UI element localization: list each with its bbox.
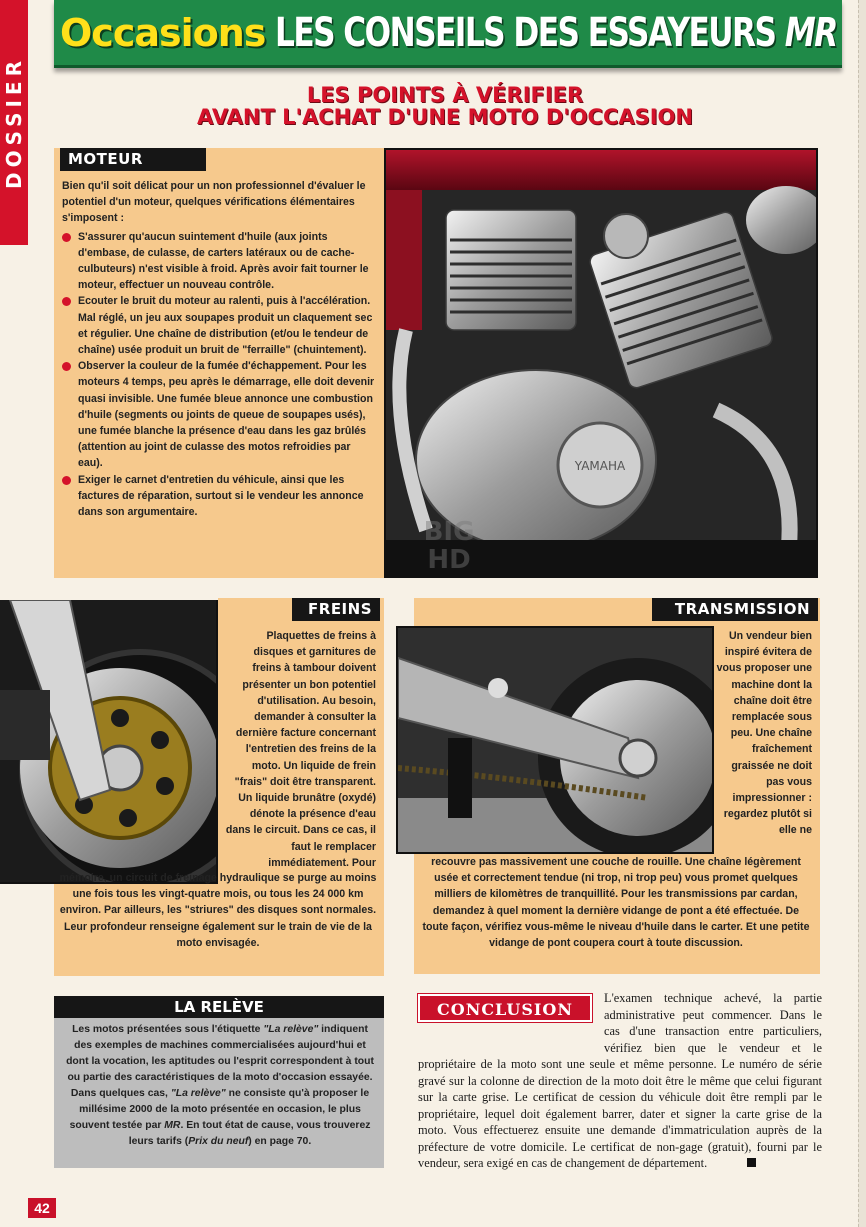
moteur-item: Ecouter le bruit du moteur au ralenti, puis à l'accélération. Mal réglé, un jeu aux soupapes produit un claquement sec et régulier. Une chaîne de distribution (et/ou le tendeur de chaîne) usée produit un bruit de "ferraille" (chuintement). (62, 293, 378, 358)
header-kicker: Occasions (60, 10, 266, 55)
header-title (275, 10, 837, 56)
subtitle-line-2: AVANT L'ACHAT D'UNE MOTO D'OCCASION (197, 105, 693, 129)
releve-part: Les motos présentées sous l'étiquette (72, 1024, 264, 1035)
moteur-item: Observer la couleur de la fumée d'échappement. Pour les moteurs 4 temps, peu après le démarrage, elle doit devenir quasi invisible. Une fumée bleue annonce une combustion d'huile (segments ou joints de queue de soupapes usés), une fumée blanche la présence d'eau dans les gaz brûlés (attention au joint de culasse des motos refroidies par eau). (62, 358, 378, 471)
page-edge (858, 0, 866, 1227)
moteur-checklist (62, 229, 378, 521)
conclusion-tag: CONCLUSION (418, 994, 592, 1022)
moteur-tag: MOTEUR (60, 148, 206, 171)
transmission-text-continued: recouvre pas massivement une couche de rouille. Une chaîne légèrement usée et correctement tendue (ni trop, ni trop peu) vous promet quelques milliers de kilomètres de tranquillité. Pour les transmissions par cardan, demandez à quel moment la dernière vidange de pont a été effectuée. De toute façon, vérifiez vous-même le niveau d'huile dans le carter. Et une petite vidange de pont coupera court à toute discussion. (422, 856, 810, 950)
transmission-text: Un vendeur bien inspiré évitera de vous proposer une machine dont la chaîne doit être remplacée sous peu. Une chaîne fraîchement graissée ne doit pas vous impressionner : regardez plutôt si elle ne (716, 630, 812, 837)
moteur-item: Exiger le carnet d'entretien du véhicule, ainsi que les factures de réparation, surtout si le vendeur les annonce dans son argumentaire. (62, 472, 378, 521)
freins-text: Plaquettes de freins à disques et garnitures de freins à tambour doivent présenter un bon potentiel d'utilisation. Au besoin, demander à consulter la dernière facture concernant l'entretien des freins de la moto. Un liquide de frein "frais" doit être transparent. Un liquide brunâtre (oxydé) dénote la présence d'eau dans le circuit. Dans ce cas, il faut le remplacer immédiatement. Pour (225, 630, 376, 869)
subtitle-line-1: LES POINTS À VÉRIFIER (306, 83, 584, 107)
page-subtitle (130, 84, 760, 128)
freins-text-continued: mémoire, un circuit de freinage hydraulique se purge au moins une fois tous les vingt-quatre mois, ou tous les 24 000 km environ. Par ailleurs, les "striures" des disques sont normales. Leur profondeur renseigne également sur le train de vie de la moto envisagée. (59, 872, 377, 949)
engine-illustration (386, 150, 816, 576)
releve-tag: LA RELÈVE (54, 996, 384, 1018)
releve-part: ne consiste qu'à proposer le millésime 2000 de la moto présentée en occasion, le plus souvent testée par (69, 1088, 370, 1131)
releve-part: . En tout état de cause, vous trouverez leurs tarifs ( (128, 1120, 371, 1147)
conclusion-float-spacer (418, 990, 604, 1040)
releve-emphasis: "La relève" (170, 1088, 226, 1099)
transmission-illustration (398, 628, 712, 852)
dossier-label: DOSSIER (2, 55, 26, 190)
moteur-intro: Bien qu'il soit délicat pour un non professionnel d'évaluer le potentiel d'un moteur, quelques vérifications élémentaires s'imposent : (62, 180, 366, 225)
brake-illustration (0, 600, 216, 882)
watermark: BIG HD (423, 517, 475, 575)
conclusion-text (418, 990, 822, 1172)
conclusion-body: L'examen technique achevé, la partie administrative peut commencer. Dans le cas d'une transaction entre particuliers, vérifiez bien que le vendeur et le propriétaire de la moto sont une seule et même personne. Le numéro de série gravé sur la colonne de direction de la moto doit être le même que celui figurant sur la carte grise. Le certificat de cession du véhicule doit être rempli par le propriétaire, lequel doit également barrer, dater et signer la carte grise de la moto. Vous effectuerez ensuite une demande d'immatriculation auprès de la préfecture de votre domicile. Le certificat de non-gage (gratuit), fourni par le vendeur, sera exigé en cas de changement de département. (418, 991, 822, 1170)
end-of-article-mark (747, 1158, 756, 1167)
engine-badge: YAMAHA (574, 459, 626, 473)
header-mr: MR (785, 9, 838, 56)
brake-disc-photo (0, 600, 218, 884)
moteur-item: S'assurer qu'aucun suintement d'huile (aux joints d'embase, de culasse, de carters latéraux ou de cache-culbuteurs) n'est visible à froid. Après avoir fait tourner le moteur, effectuer un nouveau contrôle. (62, 229, 378, 294)
releve-part: indiquent des exemples de machines commercialisées aujourd'hui et dont la vocation, les aptitudes ou l'esprit correspondent à tout ou partie des caractéristiques de la moto d'occasion essayée. Dans quelques cas, (66, 1024, 374, 1099)
header-banner (54, 0, 842, 68)
header-title-text: LES CONSEILS DES ESSAYEURS (275, 9, 776, 56)
page-number: 42 (28, 1198, 56, 1218)
releve-text (64, 1022, 376, 1150)
releve-emphasis: "La relève" (263, 1024, 319, 1035)
releve-part: ) en page 70. (248, 1136, 312, 1147)
releve-emphasis: Prix du neuf (188, 1136, 249, 1147)
releve-emphasis: MR (164, 1120, 181, 1131)
moteur-text (62, 178, 378, 520)
transmission-tag: TRANSMISSION (652, 598, 818, 621)
engine-photo (384, 148, 818, 578)
freins-tag: FREINS (292, 598, 380, 621)
chain-photo (396, 626, 714, 854)
dossier-side-tab (0, 0, 28, 245)
